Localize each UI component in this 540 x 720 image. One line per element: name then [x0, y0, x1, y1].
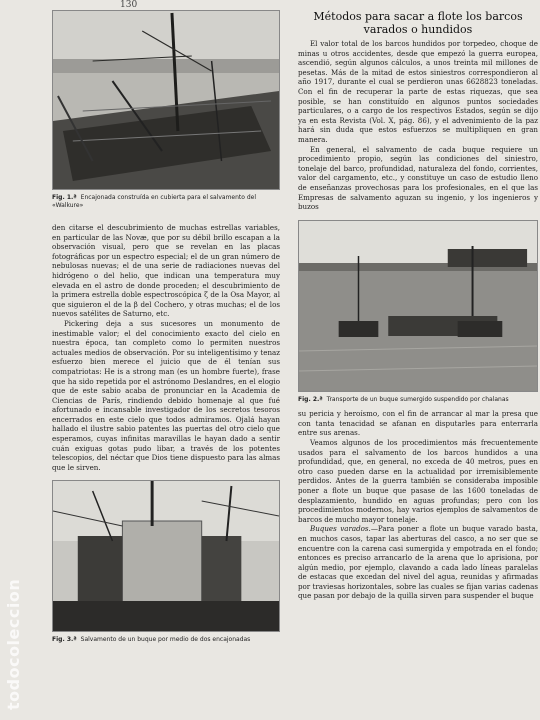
page-number: 130 [120, 0, 138, 10]
paragraph: su pericia y heroísmo, con el fin de arrancar al mar la presa que con tanta tenacidad se afanan en disputarles para enterrarla entre sus arenas. [298, 409, 538, 438]
subsection-paragraph [298, 524, 538, 601]
article-title: Métodos para sacar a flote los barcos varados o hundidos [313, 10, 523, 36]
right-column-text-top [298, 39, 538, 212]
figure-photo-encajonadas [52, 480, 280, 632]
paragraph: Pickering deja a sus sucesores un monumento de inestimable valor; el del conocimiento exacto del cielo en nuestra época, tan completo como lo permiten nuestros actuales medios de observación. Por su inteligentísimo y tenaz esfuerzo bien merece el juicio que de él tenían sus compatriotas: He is a strong man (es un hombre fuerte), frase que ha sido repetida por el astrónomo Deslandres, en el elogio que de este sabio acaba de pronunciar en la Academia de Ciencias de París, rindiendo debido homenaje al que fué afortunado e incansable investigador de los secretos tesoros encerrados en este cielo que todos admiramos. Ojalá hayan hallado el ilustre sabio patentes las puertas del otro cielo que esperamos, cuyas infinitas maravillas le hayan dado a sentir cuán exiguas gotas pudo libar, a través de los potentes telescopios, del néctar que Dios tiene dispuesto para las almas que le sirven. [52, 318, 280, 472]
paragraph: En general, el salvamento de cada buque requiere un procedimiento propio, según las condiciones del siniestro, tonelaje del barco, profundidad, naturaleza del fondo, corrientes, valor del cargamento, etc., y constituye un caso de estudio lleno de enseñanzas provechosas para los profesionales, en el que las Empresas de salvamento aguzan su ingenio, y los ingenieros y buzos [298, 144, 538, 212]
right-column-text-bottom [298, 409, 538, 601]
paragraph: El valor total de los barcos hundidos por torpedeo, choque de minas u otros accidentes, desde que empezó la guerra europea, ascendió, según algunos cálculos, a unos treinta mil millones de pesetas. Más de la mitad de estos siniestros correspondieron al año 1917, durante el cual se perdieron unas 6628823 toneladas. Con el fin de recuperar la parte de estas riquezas, que sea posible, se han constituído en algunos puntos sociedades particulares, o a cargo de los respectivos Estados, según se dijo ya en esta Revista (Vol. X, pág. 86), y el advenimiento de la paz hará sin duda que estos esfuerzos se multipliquen en gran manera. [298, 39, 538, 144]
figure-label: Fig. 2.ª [298, 395, 323, 403]
paragraph: den citarse el descubrimiento de muchas estrellas variables, en particular de las Novæ, que por su débil brillo escapan a la observación visual, pero que se revelan en las placas fotográficas por un espectro especial; el de un gran número de nebulosas nuevas; el de una serie de radiaciones nuevas del hidrógeno o del helio, que indican una temperatura muy elevada en el astro de donde proceden; el descubrimiento de la primera estrella doble espectroscópica ζ de la Osa Mayor, al que siguieron el de la β del Cochero, y otras muchas; el de los nuevos satélites de Saturno, etc. [52, 223, 280, 319]
watermark: todocoleccion [4, 578, 23, 710]
figure-caption-2 [298, 396, 538, 404]
figure-label: Fig. 3.ª [52, 636, 77, 644]
caption-text: Salvamento de un buque por medio de dos encajonadas [80, 636, 251, 644]
figure-label: Fig. 1.ª [52, 194, 77, 201]
caption-text: Encajonada construída en cubierta para el salvamento del «Walkure» [52, 194, 257, 209]
paragraph: Veamos algunos de los procedimientos más frecuentemente usados para el salvamento de los barcos hundidos a una profundidad, que, en general, no exceda de 40 metros, pues en otro caso pueden darse en la actualidad por irremisiblemente perdidos. Antes de la guerra también se consideraba imposible poner a flote un buque que pasase de las 1600 toneladas de desplazamiento, hundido en aguas profundas; pero con los procedimientos modernos, hay varios ejemplos de salvamentos de barcos de mucho mayor tonelaje. [298, 437, 538, 524]
figure-photo-walkure [52, 10, 280, 190]
left-column [52, 10, 280, 644]
figure-photo-transporte [298, 220, 538, 392]
subsection-text: —Para poner a flote un buque varado basta, en muchos casos, tapar las aberturas del casco, a no ser que se encuentre con la carena casi sumergida y empotrada en el fondo; entonces es preciso arrancarlo de la arena que lo aprisiona, por algún medio, por ejemplo, clavando a cada lado líneas paralelas de estacas que excedan del nivel del agua, reunidas y afirmadas por traviesas horizontales, sobre las cuales se fijan varias cadenas que pasan por debajo de la quilla sirven para suspender el buque [298, 524, 538, 601]
caption-text: Transporte de un buque sumergido suspendido por chalanas [326, 395, 509, 403]
figure-caption-3 [52, 636, 280, 644]
right-column [298, 10, 538, 601]
left-column-text [52, 223, 280, 472]
subsection-heading: Buques varados. [310, 524, 371, 534]
figure-caption-1 [52, 194, 280, 209]
